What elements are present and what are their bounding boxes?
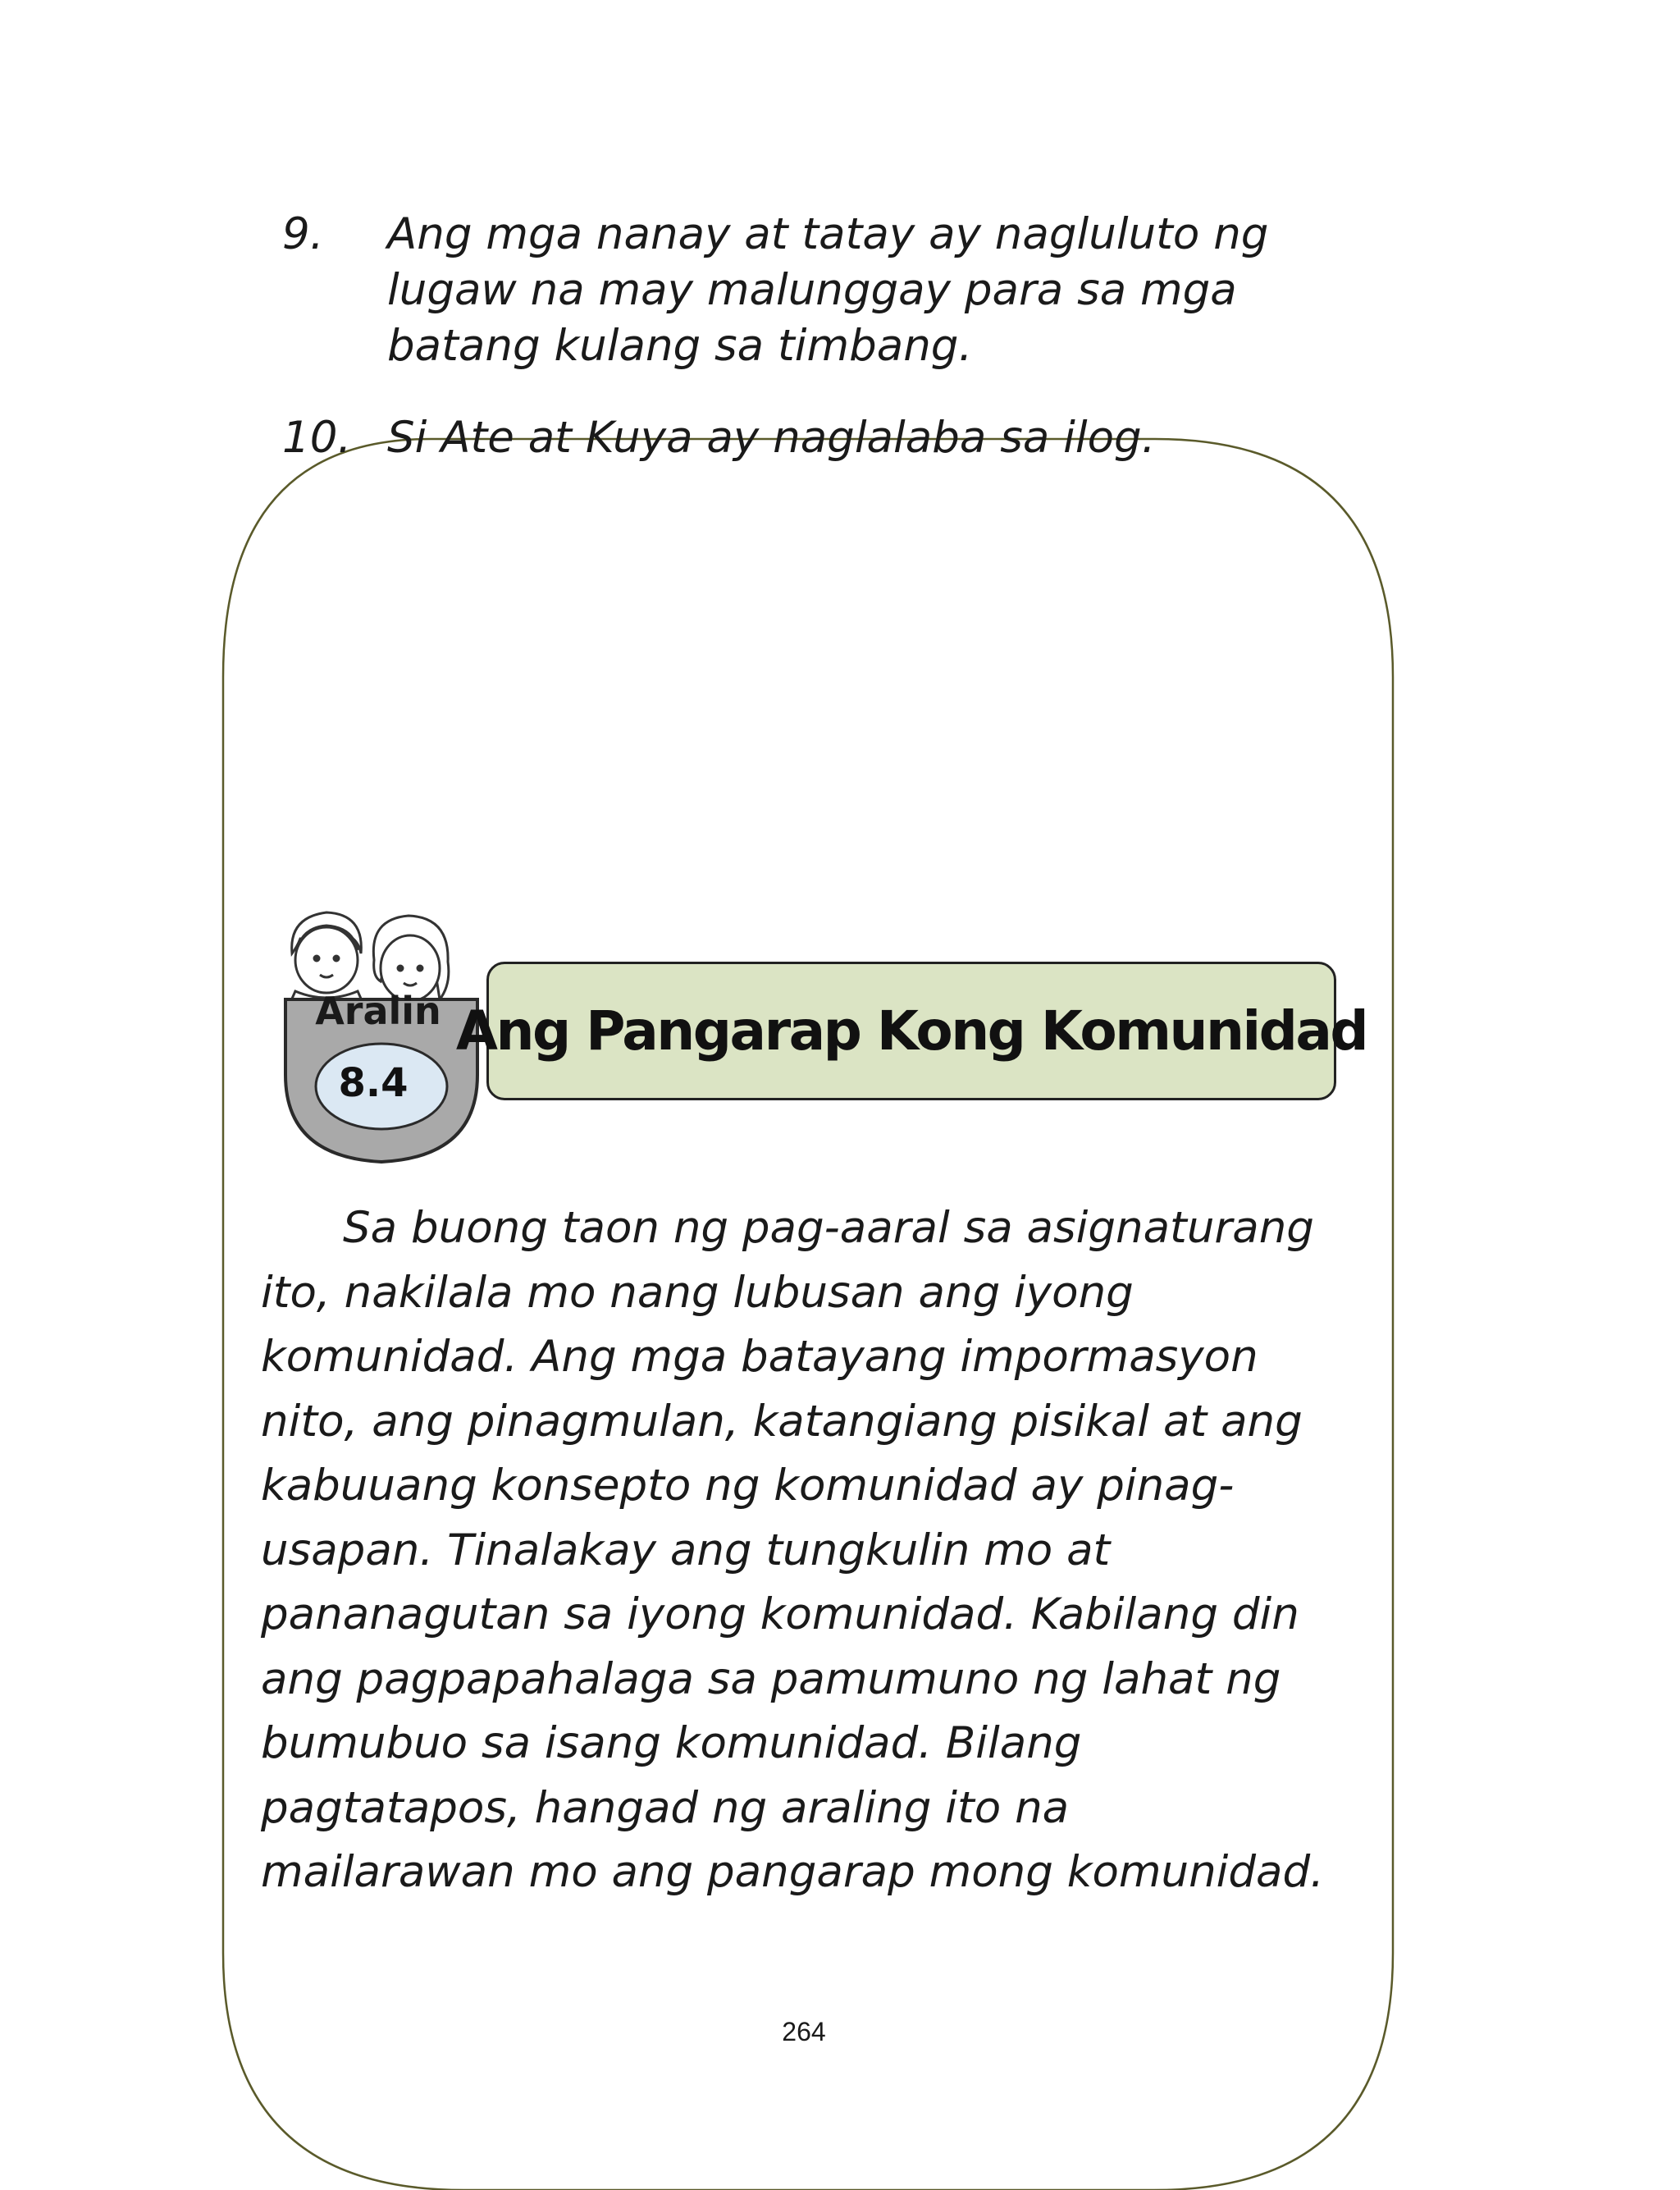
item-number: 10. bbox=[282, 413, 352, 463]
badge-number: 8.4 bbox=[338, 1060, 409, 1106]
paragraph-line: pagtatapos, hangad ng araling ito na bbox=[261, 1782, 1070, 1833]
item-number: 9. bbox=[282, 209, 324, 259]
paragraph-line: ito, nakilala mo nang lubusan ang iyong bbox=[261, 1267, 1134, 1318]
page-number: 264 bbox=[782, 2017, 826, 2046]
paragraph-line: nito, ang pinagmulan, katangiang pisikal at ang bbox=[261, 1396, 1303, 1447]
lesson-title-box bbox=[455, 962, 1367, 1100]
badge-label: Aralin bbox=[315, 989, 441, 1033]
paragraph-line: ang pagpapahalaga sa pamumuno ng lahat ng bbox=[261, 1653, 1281, 1704]
paragraph-line: kabuuang konsepto ng komunidad ay pinag- bbox=[261, 1461, 1235, 1511]
item-line: Ang mga nanay at tatay ay nagluluto ng bbox=[387, 209, 1269, 259]
paragraph-line: pananagutan sa iyong komunidad. Kabilang din bbox=[261, 1589, 1299, 1639]
paragraph-line: usapan. Tinalakay ang tungkulin mo at bbox=[261, 1525, 1111, 1575]
item-line: lugaw na may malunggay para sa mga bbox=[387, 265, 1237, 315]
paragraph-line: bumubuo sa isang komunidad. Bilang bbox=[261, 1718, 1082, 1768]
lesson-title: Ang Pangarap Kong Komunidad bbox=[455, 999, 1367, 1063]
lesson-badge bbox=[279, 903, 484, 1165]
paragraph-line: Sa buong taon ng pag-aaral sa asignaturang bbox=[343, 1203, 1314, 1253]
item-text bbox=[387, 410, 1372, 466]
paragraph-line: mailarawan mo ang pangarap mong komunidad. bbox=[261, 1847, 1325, 1897]
item-line: batang kulang sa timbang. bbox=[387, 321, 973, 371]
lesson-paragraph bbox=[261, 1196, 1409, 1905]
paragraph-line: komunidad. Ang mga batayang impormasyon bbox=[261, 1332, 1258, 1382]
item-text bbox=[387, 207, 1372, 374]
item-line: Si Ate at Kuya ay naglalaba sa ilog. bbox=[387, 413, 1156, 463]
